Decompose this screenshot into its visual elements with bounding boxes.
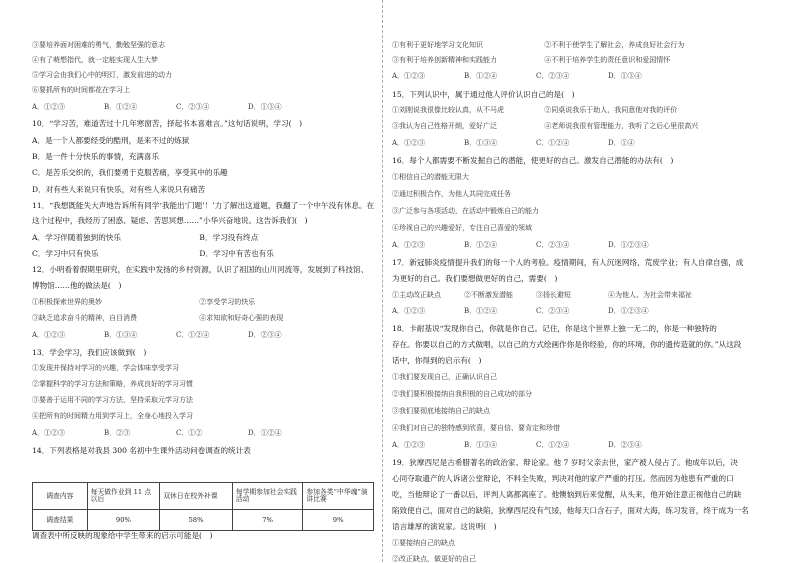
choice-b: B．学习没有终点	[199, 233, 259, 242]
q17-stem-line-1: 17．新冠肺炎疫情提升我们的每一个人的考验。疫情期间，有人沉迷网络，荒废学业；有人自律自强，成	[392, 258, 744, 267]
choice-d: D．①②③④	[608, 241, 649, 249]
q12-stem-line-2: 博物馆……他的做法是( )	[32, 281, 122, 290]
choice-c: C．①②④	[176, 331, 210, 339]
option-1: ①刘刚说我很像比较认真，从不马虎	[392, 106, 504, 114]
q13-option-1: ①发现并保持对学习的兴趣，学会体味享受学习	[32, 364, 179, 372]
q18-option-2: ②我们要积极接纳自我积极的自己成功的部分	[392, 390, 532, 398]
q13-option-3: ③要善于运用不同的学习方法，坚持采取元学习方法	[32, 396, 193, 404]
q18-option-1: ①我们要发现自己，正确认识自己	[392, 373, 497, 381]
choice-c: C．②③④	[536, 241, 570, 249]
q17-options	[392, 291, 692, 299]
q16-option-3: ③广泛参与各项活动，在活动中锻炼自己的能力	[392, 207, 539, 215]
q13-option-2: ②掌握科学的学习方法和策略，养成良好的学习习惯	[32, 380, 193, 388]
choice-c: C．学习中只有快乐	[32, 249, 99, 258]
q12-stem-line-1: 12．小明看着假期里研究，在实践中发扬的乡村资源，认识了祖国的山川河流等，发展到了科技馆、	[32, 265, 369, 274]
q11-stem-line-1: 11．“我想既能失大声地告诉所有同学‘我能出‘门题’！’力了解出这道题，我翻了一个中午没有休息。在	[32, 201, 375, 210]
q17-stem-line-2: 为更好的自己。我们要想做更好的自己，需要( )	[392, 274, 558, 283]
option-3: ③扬长避短	[536, 291, 571, 299]
q10-choice-d: D．对有些人来说只有快乐，对有些人来说只有痛苦	[32, 185, 206, 194]
option-4: ④求知欲和好奇心强的表现	[199, 314, 284, 322]
choice-c: C．②③④	[176, 103, 210, 111]
choice-a: A．①②③	[392, 441, 426, 449]
q19-stem-line-4: 陷致使自己，面对自己的缺陷，狄摩西尼没有气馁，他每天口含石子，面对大海，练习发音，终于成为一名	[392, 506, 749, 515]
choice-b: B．①②④	[464, 72, 498, 80]
q12-options-row-1	[32, 299, 364, 306]
table-row-header: 调查内容	[33, 483, 88, 510]
q11-stem-line-2: 这个过程中，我经历了困惑、疑虑、苦思冥想……”小华兴奋地说。这告诉我们( )	[32, 216, 308, 225]
q14-options-row-1	[392, 42, 694, 49]
choice-b: B．①③④	[464, 441, 498, 449]
q11-choices-row-2	[32, 250, 364, 258]
choice-c: C．②③④	[536, 72, 570, 80]
q16-option-2: ②通过积极合作，为他人共同完成任务	[392, 190, 511, 198]
option-3: ③有利于培养创新精神和实践能力	[392, 56, 497, 64]
choice-d: D．①②③④	[608, 307, 649, 315]
choice-d: D．②③④	[608, 441, 642, 449]
choice-c: C．①②	[176, 429, 203, 437]
q14-stem: 14．下列表格是对我县 300 名初中生课外活动问卷调查的统计表	[32, 446, 251, 455]
choice-a: A．学习伴随着独到的快乐	[32, 233, 122, 242]
q17-answer-choices	[392, 308, 680, 315]
q18-answer-choices	[392, 442, 680, 449]
q15-stem: 15．下列认识中，属于通过他人评价认识自己的是( )	[392, 90, 575, 99]
option-2: ②同桌说我乐于助人，我同意他对我的评价	[544, 106, 678, 114]
option-1: ①积极探索世界的奥妙	[32, 298, 102, 306]
choice-d: D．②③④	[248, 331, 282, 339]
q19-stem-line-3: 吃，当他辩论了一番以后，评判人离都离座了。他懊恼到后来觉醒，从头来，他开始注意正视他自己的缺	[392, 490, 742, 499]
table-row-header: 调查结果	[33, 510, 88, 531]
q13-stem: 13．学会学习，我们应该做到( )	[32, 348, 147, 357]
option-4: ④为他人、为社会带来福祉	[608, 291, 692, 299]
option-4: ④不利于培养学生的责任意识和爱国情怀	[544, 56, 671, 64]
q18-stem-line-3: 话中，你得到的启示有( )	[392, 356, 482, 365]
q15-options-row-1	[392, 107, 694, 114]
choice-b: B．①③④	[104, 331, 138, 339]
choice-d: D．①③④	[608, 72, 642, 80]
q12-options-row-2	[32, 315, 364, 322]
option-3: ③我认为自己性格开朗，爱好广泛	[392, 122, 497, 130]
choice-a: A．①②③	[392, 241, 426, 249]
table-cell: 9%	[303, 510, 374, 531]
q10-choice-b: B．是一件十分快乐的事情，充满喜乐	[32, 152, 160, 161]
choice-a: A．①②③	[392, 307, 426, 315]
column-divider	[382, 0, 384, 562]
q9-option-3: ⑤学习会由我们心中的明灯，激发前进的动力	[32, 71, 172, 79]
table-cell: 58%	[160, 510, 233, 531]
q8-option-4: ④有了萌想指代，就一定能实现人生大梦	[32, 56, 158, 64]
q16-answer-choices	[392, 242, 680, 249]
choice-a: A．①②③	[392, 139, 426, 147]
option-3: ③缺乏追求奋斗的精神，自目消费	[32, 314, 137, 322]
q13-answer-choices	[32, 430, 320, 437]
choice-a: A．①②③	[392, 72, 426, 80]
q13-option-4: ④把所有的时间精力用到学习上，全身心地投入学习	[32, 412, 193, 420]
choice-b: B．①②④	[464, 307, 498, 315]
option-2: ②不断激发潜能	[464, 291, 513, 299]
table-header-cell: 双休日在校外补课	[160, 483, 233, 510]
q16-stem: 16．每个人都需要不断发掘自己的潜能，使更好的自己。激发自己潜能的办法有( )	[392, 156, 674, 165]
option-4: ④老师说我很有管理能力，我听了之后心里很高兴	[544, 122, 699, 130]
option-1: ①有利于更好地学习文化知识	[392, 41, 483, 49]
choice-a: A．①②③	[32, 331, 66, 339]
q16-option-4: ④珍视自己的兴趣爱好，专注自己喜爱的领域	[392, 224, 532, 232]
q16-option-1: ①相信自己的潜能无限大	[392, 173, 469, 181]
q15-answer-choices	[392, 140, 680, 147]
q14-answer-choices	[392, 73, 680, 80]
q15-options-row-2	[392, 122, 699, 130]
q19-stem-line-2: 心同夺取遗产的人诉诸公堂辩论，不料全失败，判决对他的家产严重的打压。然而因为他患有严重的口	[392, 474, 734, 483]
table-header-cell: 每天做作业到 11 点以后	[87, 483, 160, 510]
q12-answer-choices	[32, 332, 320, 339]
choice-b: B．①②④	[104, 103, 138, 111]
option-2: ②不利于使学生了解社会，养成良好社会行为	[544, 41, 685, 49]
q18-stem-line-2: 存在。你要以自己的方式做唱，以自己的方式绘画作你是你经验，你的环境，你的遗传造就的你。”从这段	[392, 340, 742, 349]
choice-c: C．①②④	[536, 441, 570, 449]
option-2: ②享受学习的快乐	[199, 298, 256, 306]
table-header-cell: 每学期参加社会实践活动	[232, 483, 303, 510]
q11-choices-row-1	[32, 234, 364, 242]
q19-option-1: ①要接纳自己的缺点	[392, 539, 455, 547]
q10-stem: 10．“学习苦，难道苦过十几年寒窗苦，择起书本喜难言。”这句话说明，学习( )	[32, 119, 303, 128]
q8-option-3: ③要培养面对困难的勇气，勤勉坚强的意志	[32, 41, 165, 49]
q18-option-3: ③我们要彻底地接纳自己的缺点	[392, 407, 490, 415]
choice-a: A．①②③	[32, 103, 66, 111]
survey-table	[32, 482, 374, 531]
choice-b: B．①③④	[464, 139, 498, 147]
q9-answer-choices	[32, 104, 320, 111]
q18-stem-line-1: 18．卡耐基说“发现你自己，你就是你自己。记住，你是这个世界上独一无二的，你是一种独特的	[392, 324, 717, 333]
choice-d: D．①②④	[248, 429, 282, 437]
table-cell: 7%	[232, 510, 303, 531]
q18-option-4: ④我们对自己的独特感到欣喜，要自信、要肯定和珍惜	[392, 424, 560, 432]
option-1: ①主动改正缺点	[392, 291, 441, 299]
choice-d: D．①③④	[248, 103, 282, 111]
choice-c: C．②③④	[536, 307, 570, 315]
choice-b: B．①②④	[464, 241, 498, 249]
q14-question: 调查表中所反映的现象给中学生带来的启示可能是( )	[32, 531, 213, 540]
q9-option-4: ⑥要抓所有的时间都花在学习上	[32, 86, 130, 94]
choice-c: C．①②④	[536, 139, 570, 147]
q19-stem-line-5: 语言雄厚的演说家。这说明( )	[392, 522, 497, 531]
q19-option-2: ②改正缺点，做更好的自己	[392, 555, 476, 563]
q19-stem-line-1: 19．狄摩西尼是古希腊著名的政治家、辩论家。他 7 岁时父亲去世，家产被人侵占了。他成年以后，决	[392, 458, 738, 467]
table-cell: 90%	[87, 510, 160, 531]
choice-b: B．②③	[104, 429, 131, 437]
q10-choice-c: C．是苦乐交织的，我们要勇于克服苦痛，享受其中的乐趣	[32, 168, 228, 177]
choice-d: D．①④	[608, 139, 635, 147]
choice-a: A．①②③	[32, 429, 66, 437]
q14-options-row-2	[392, 57, 694, 64]
q10-choice-a: A．是一个人都要经受的酷刑，是来不过的炼狱	[32, 136, 190, 145]
table-header-cell: 参加各类“中华魂”演讲比赛	[303, 483, 374, 510]
choice-d: D．学习中有苦也有乐	[199, 249, 274, 258]
